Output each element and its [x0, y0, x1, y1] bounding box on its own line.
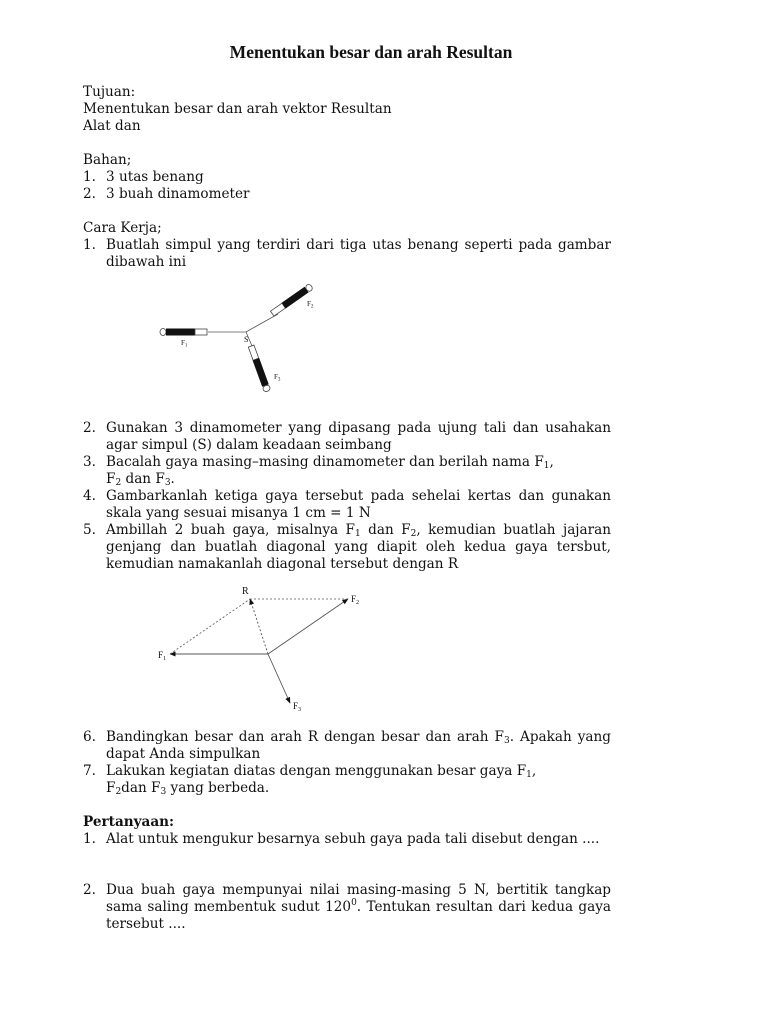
dynamometer-f1 — [160, 329, 207, 336]
label-f1: $F_1$ — [181, 339, 188, 349]
step-text: Gambarkanlah ketiga gaya tersebut pada sehelai kertas dan gunakan skala yang sesuai misanya 1 cm = 1 N — [106, 488, 611, 521]
question-1 — [83, 831, 611, 848]
label-f1: $F_1$ — [158, 650, 167, 662]
label-r: R — [242, 586, 249, 597]
step-1 — [83, 237, 611, 271]
step-text: Lakukan kegiatan diatas dengan menggunakan besar gaya $F_1$, $F_2dan$ $F_3$ yang berbeda. — [106, 763, 537, 797]
item-number: 1. — [83, 237, 96, 253]
tujuan-text: Menentukan besar dan arah vektor Resultan — [83, 101, 392, 117]
vector-f3 — [268, 654, 290, 703]
dynamometer-f3 — [248, 345, 271, 392]
item-number: 1. — [83, 831, 96, 847]
item-number: 2. — [83, 186, 96, 202]
question-text: Dua buah gaya mempunyai nilai masing-masing 5 N, bertitik tangkap sama saling membentuk sudut $120^0$. Tentukan resultan dari kedua gaya tersebut .... — [106, 882, 611, 932]
step-5 — [83, 522, 611, 573]
step-text: Gunakan 3 dinamometer yang dipasang pada ujung tali dan usahakan agar simpul (S) dalam keadaan seimbang — [106, 420, 611, 453]
step-text: Bandingkan besar dan arah R dengan besar dan arah $F_3$. Apakah yang dapat Anda simpulkan — [106, 729, 611, 762]
label-f3: $F_3$ — [274, 373, 281, 383]
step-text: Ambillah 2 buah gaya, misalnya $F_1$ dan $F_2$, kemudian buatlah jajaran genjang dan buatlah diagonal yang diapit oleh kedua gaya tersbut, kemudian namakanlah diagonal tersebut dengan R — [106, 522, 611, 572]
vector-f2 — [268, 599, 348, 654]
step-3 — [83, 454, 611, 488]
step-text: Bacalah gaya masing–masing dinamometer dan berilah nama $F_1$, $F_2$ dan $F_3$. — [106, 454, 554, 488]
item-number: 3. — [83, 454, 96, 470]
document-title: Menentukan besar dan arah Resultan — [229, 42, 513, 62]
vector-r — [250, 599, 268, 654]
item-text: 3 utas benang — [106, 169, 204, 185]
item-number: 2. — [83, 420, 96, 436]
step-text: Buatlah simpul yang terdiri dari tiga utas benang seperti pada gambar dibawah ini — [106, 237, 611, 270]
step-2 — [83, 420, 611, 454]
question-text: Alat untuk mengukur besarnya sebuh gaya pada tali disebut dengan .... — [106, 831, 600, 847]
bahan-item — [83, 169, 611, 186]
label-f2: $F_2$ — [351, 594, 360, 606]
item-number: 2. — [83, 882, 96, 898]
pertanyaan-heading: Pertanyaan: — [83, 814, 175, 830]
cara-kerja-heading: Cara Kerja; — [83, 220, 162, 236]
item-number: 4. — [83, 488, 96, 504]
knot-figure — [150, 278, 350, 406]
label-f2: $F_2$ — [307, 300, 314, 310]
alat-heading: Alat dan — [83, 118, 141, 134]
step-6 — [83, 729, 611, 763]
step-7 — [83, 763, 611, 797]
label-f3: $F_3$ — [293, 701, 302, 713]
parallelogram-side — [170, 599, 250, 654]
item-number: 1. — [83, 169, 96, 185]
item-text: 3 buah dinamometer — [106, 186, 250, 202]
item-number: 5. — [83, 522, 96, 538]
step-4 — [83, 488, 611, 522]
tujuan-heading: Tujuan: — [83, 84, 136, 100]
bahan-heading: Bahan; — [83, 152, 132, 168]
label-s: S — [244, 335, 249, 344]
item-number: 6. — [83, 729, 96, 745]
parallelogram-figure — [150, 582, 370, 714]
question-2 — [83, 882, 611, 933]
bahan-item — [83, 186, 611, 203]
item-number: 7. — [83, 763, 96, 779]
